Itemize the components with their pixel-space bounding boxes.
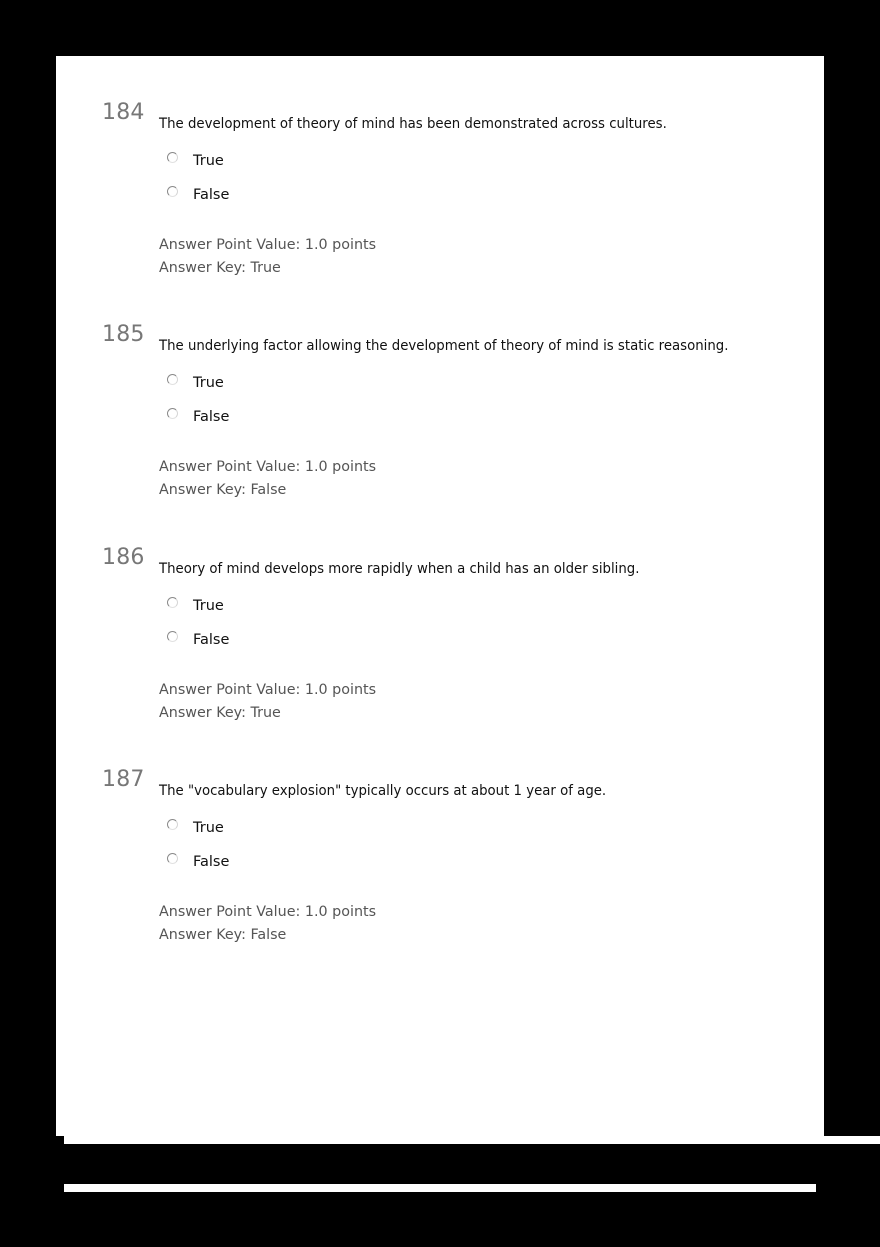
option-false[interactable] xyxy=(167,407,229,427)
question-block-185 xyxy=(56,322,824,544)
option-false[interactable] xyxy=(167,852,229,872)
option-label: True xyxy=(193,820,224,836)
radio-button-icon[interactable] xyxy=(167,374,178,385)
question-number: 186 xyxy=(102,545,145,570)
option-label: False xyxy=(193,632,230,648)
answer-point-value: Answer Point Value: 1.0 points xyxy=(159,237,377,253)
option-true[interactable] xyxy=(167,151,224,171)
page-edge-strip xyxy=(64,1136,880,1144)
radio-button-icon[interactable] xyxy=(167,186,178,197)
question-text: The underlying factor allowing the development of theory of mind is static reasoning. xyxy=(159,338,729,354)
answer-key: Answer Key: True xyxy=(159,705,281,721)
document-page xyxy=(56,56,824,1136)
option-label: True xyxy=(193,375,224,391)
question-block-186 xyxy=(56,545,824,767)
option-label: True xyxy=(193,598,224,614)
option-false[interactable] xyxy=(167,630,229,650)
answer-point-value: Answer Point Value: 1.0 points xyxy=(159,459,377,475)
radio-button-icon[interactable] xyxy=(167,597,178,608)
option-label: False xyxy=(193,187,230,203)
option-false[interactable] xyxy=(167,185,229,205)
option-label: True xyxy=(193,153,224,169)
question-text: The development of theory of mind has been demonstrated across cultures. xyxy=(159,116,667,132)
option-true[interactable] xyxy=(167,596,224,616)
radio-button-icon[interactable] xyxy=(167,408,178,419)
radio-button-icon[interactable] xyxy=(167,631,178,642)
question-number: 187 xyxy=(102,767,145,792)
answer-key: Answer Key: True xyxy=(159,260,281,276)
question-text: The "vocabulary explosion" typically occurs at about 1 year of age. xyxy=(159,783,607,799)
option-true[interactable] xyxy=(167,818,224,838)
option-label: False xyxy=(193,854,230,870)
page-bottom-strip xyxy=(64,1184,816,1192)
radio-button-icon[interactable] xyxy=(167,819,178,830)
answer-key: Answer Key: False xyxy=(159,482,287,498)
question-block-187 xyxy=(56,767,824,989)
radio-button-icon[interactable] xyxy=(167,152,178,163)
answer-point-value: Answer Point Value: 1.0 points xyxy=(159,904,377,920)
question-block-184 xyxy=(56,100,824,322)
option-true[interactable] xyxy=(167,373,224,393)
option-label: False xyxy=(193,409,230,425)
question-text: Theory of mind develops more rapidly when a child has an older sibling. xyxy=(159,561,640,577)
question-number: 185 xyxy=(102,322,145,347)
question-number: 184 xyxy=(102,100,145,125)
answer-key: Answer Key: False xyxy=(159,927,287,943)
answer-point-value: Answer Point Value: 1.0 points xyxy=(159,682,377,698)
radio-button-icon[interactable] xyxy=(167,853,178,864)
